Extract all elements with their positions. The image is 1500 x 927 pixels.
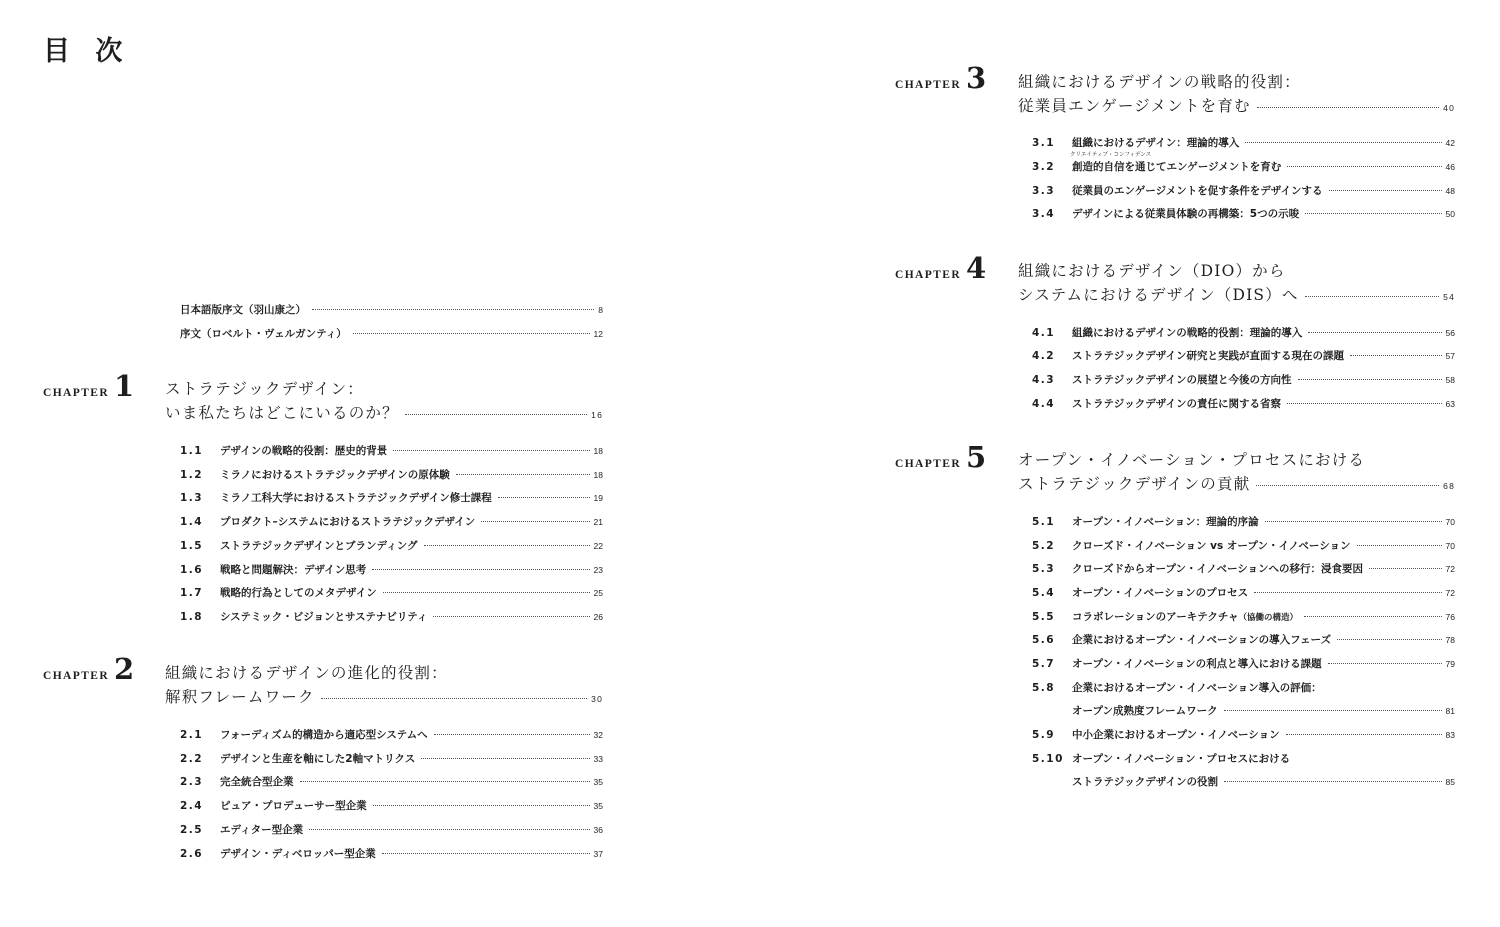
section-number: 1.5	[180, 540, 204, 552]
section-number: 1.2	[180, 469, 204, 481]
leader-dots	[1256, 485, 1439, 486]
section-title: 戦略と問題解決：デザイン思考	[220, 564, 367, 576]
chapter-title-text: オープン・イノベーション・プロセスにおける	[1018, 451, 1366, 469]
chapter-word: CHAPTER	[895, 269, 962, 281]
chapter-word: CHAPTER	[895, 79, 962, 91]
page-number: 81	[1445, 706, 1455, 716]
section-number: 5.7	[1032, 658, 1056, 670]
section-number: 1.3	[180, 492, 204, 504]
section-title: 企業におけるオープン・イノベーション導入の評価：	[1072, 682, 1322, 694]
page-number: 56	[1445, 328, 1455, 338]
section-entry[interactable]	[180, 514, 603, 530]
section-number: 1.6	[180, 564, 204, 576]
chapter-number: 2	[114, 652, 135, 686]
section-number: 5.2	[1032, 540, 1056, 552]
section-title: オープン・イノベーション・プロセスにおける	[1072, 753, 1291, 765]
section-number: 3.4	[1032, 208, 1056, 220]
section-entry[interactable]	[1032, 561, 1455, 577]
page-number: 46	[1445, 162, 1455, 172]
section-entry[interactable]	[1032, 751, 1455, 767]
section-entry[interactable]	[180, 822, 603, 838]
section-number: 2.6	[180, 848, 204, 860]
section-entry[interactable]	[1032, 159, 1455, 175]
section-number: 2.3	[180, 776, 204, 788]
chapter-title-text: いま私たちはどこにいるのか？	[165, 404, 399, 422]
section-subtitle: （協働の構造）	[1238, 613, 1299, 623]
section-entry[interactable]	[180, 727, 603, 743]
chapter-title-text: ストラテジックデザインの貢献	[1018, 475, 1251, 493]
section-entry[interactable]	[1032, 585, 1455, 601]
chapter-label	[43, 652, 135, 686]
section-number: 1.4	[180, 516, 204, 528]
section-title: ストラテジックデザイン研究と実践が直面する現在の課題	[1072, 350, 1345, 362]
section-title: 組織におけるデザイン：理論的導入	[1072, 137, 1240, 149]
chapter-number: 5	[966, 440, 987, 474]
section-title: 従業員のエンゲージメントを促す条件をデザインする	[1072, 185, 1323, 197]
leader-dots	[1357, 545, 1442, 546]
section-entry[interactable]	[1032, 656, 1455, 672]
section-number: 2.4	[180, 800, 204, 812]
leader-dots	[1305, 213, 1441, 214]
leader-dots	[372, 569, 589, 570]
section-number: 2.5	[180, 824, 204, 836]
section-title: ストラテジックデザインの展望と今後の方向性	[1072, 374, 1292, 386]
section-title: エディター型企業	[220, 824, 304, 836]
section-number: 5.10	[1032, 753, 1064, 765]
page-number: 42	[1445, 138, 1455, 148]
section-number: 5.5	[1032, 611, 1056, 623]
section-number: 5.4	[1032, 587, 1056, 599]
page-number: 21	[593, 517, 603, 527]
page-number: 30	[591, 694, 603, 704]
section-entry[interactable]	[180, 538, 603, 554]
chapter-title-text: 組織におけるデザインの戦略的役割：	[1018, 73, 1301, 91]
section-entry[interactable]	[1032, 183, 1455, 199]
chapter-number: 3	[966, 61, 987, 95]
chapter-title-line[interactable]	[165, 406, 603, 422]
section-entry[interactable]	[1032, 348, 1455, 364]
section-title: 中小企業におけるオープン・イノベーション	[1072, 729, 1280, 741]
chapter-title-line[interactable]	[1018, 288, 1455, 304]
section-entry[interactable]	[1032, 372, 1455, 388]
chapter-title-line[interactable]	[1018, 75, 1301, 91]
front-matter-entry[interactable]	[180, 302, 603, 317]
section-number: 4.3	[1032, 374, 1056, 386]
section-entry[interactable]	[1032, 396, 1455, 412]
section-title: ストラテジックデザインとブランディング	[220, 540, 418, 552]
leader-dots	[309, 829, 589, 830]
section-title: クローズド・イノベーション vs オープン・イノベーション	[1072, 540, 1351, 552]
entry-title: 序文（ロベルト・ヴェルガンティ）	[180, 328, 347, 340]
section-number: 5.3	[1032, 563, 1056, 575]
page-number: 36	[593, 825, 603, 835]
section-title: ピュア・プロデューサー型企業	[220, 800, 367, 812]
leader-dots	[1254, 592, 1441, 593]
page-number: 35	[593, 777, 603, 787]
page-number: 18	[593, 470, 603, 480]
leader-dots	[1245, 142, 1441, 143]
section-entry[interactable]	[180, 798, 603, 814]
section-number: 1.8	[180, 611, 204, 623]
page-number: 8	[598, 305, 603, 315]
chapter-title-line[interactable]	[1018, 99, 1455, 115]
section-entry[interactable]	[1032, 632, 1455, 648]
leader-dots	[1305, 296, 1440, 297]
section-entry[interactable]	[180, 562, 603, 578]
leader-dots	[421, 758, 589, 759]
section-number: 2.1	[180, 729, 204, 741]
chapter-label	[895, 61, 987, 95]
page-number: 70	[1445, 517, 1455, 527]
page-number: 70	[1445, 541, 1455, 551]
section-entry[interactable]	[180, 846, 603, 862]
section-number: 5.1	[1032, 516, 1056, 528]
page-number: 16	[591, 410, 603, 420]
leader-dots	[1287, 403, 1441, 404]
page-number: 63	[1445, 399, 1455, 409]
section-number: 1.7	[180, 587, 204, 599]
section-entry[interactable]	[180, 774, 603, 790]
leader-dots	[1298, 379, 1442, 380]
page-number: 40	[1443, 103, 1455, 113]
section-entry[interactable]	[1032, 206, 1455, 222]
section-title: オープン・イノベーションのプロセス	[1072, 587, 1249, 599]
leader-dots	[1329, 190, 1442, 191]
chapter-title-line[interactable]	[165, 382, 364, 398]
section-entry[interactable]	[180, 443, 603, 459]
section-number: 3.3	[1032, 185, 1056, 197]
page-number: 35	[593, 801, 603, 811]
page-number: 72	[1445, 564, 1455, 574]
page-number: 50	[1445, 209, 1455, 219]
chapter-label	[895, 440, 987, 474]
section-entry[interactable]	[1032, 727, 1455, 743]
leader-dots	[1337, 639, 1441, 640]
leader-dots	[405, 414, 587, 415]
section-title: ストラテジックデザインの責任に関する省察	[1072, 398, 1282, 410]
chapter-title-text: 組織におけるデザイン（DIO）から	[1018, 262, 1286, 280]
page-number: 57	[1445, 351, 1455, 361]
page-number: 26	[593, 612, 603, 622]
leader-dots	[434, 734, 590, 735]
page-title: 目 次	[43, 36, 131, 67]
section-entry[interactable]	[180, 490, 603, 506]
page-number: 25	[593, 588, 603, 598]
chapter-title-line[interactable]	[1018, 264, 1286, 280]
section-title: デザインの戦略的役割：歴史的背景	[220, 445, 388, 457]
chapter-label	[43, 369, 135, 403]
leader-dots	[1257, 107, 1439, 108]
chapter-title-line[interactable]	[1018, 453, 1365, 469]
page-number: 18	[593, 446, 603, 456]
leader-dots	[1328, 663, 1442, 664]
section-number: 2.2	[180, 753, 204, 765]
page-number: 85	[1445, 777, 1455, 787]
section-entry[interactable]	[1032, 135, 1455, 151]
leader-dots	[382, 853, 590, 854]
section-title: デザインによる従業員体験の再構築：5つの示唆	[1072, 208, 1300, 220]
section-title: オープン・イノベーション：理論的序論	[1072, 516, 1259, 528]
page-number: 37	[593, 849, 603, 859]
page-number: 68	[1443, 481, 1455, 491]
chapter-number: 4	[966, 251, 987, 285]
ruby-annotation: クリエイティブ・コンフィデンス	[1070, 152, 1152, 158]
page-number: 78	[1445, 635, 1455, 645]
leader-dots	[321, 698, 587, 699]
page-number: 19	[593, 493, 603, 503]
page-number: 83	[1445, 730, 1455, 740]
leader-dots	[373, 805, 590, 806]
leader-dots	[393, 450, 589, 451]
section-entry-continued[interactable]	[1072, 774, 1455, 790]
chapter-number: 1	[114, 369, 135, 403]
chapter-title-line[interactable]	[165, 666, 448, 682]
section-title: 組織におけるデザインの戦略的役割：理論的導入	[1072, 327, 1303, 339]
section-number: 3.1	[1032, 137, 1056, 149]
leader-dots	[433, 616, 589, 617]
section-number: 4.4	[1032, 398, 1056, 410]
chapter-title-line[interactable]	[165, 690, 603, 706]
leader-dots	[1224, 710, 1442, 711]
section-title: コラボレーションのアーキテクチャ	[1072, 611, 1239, 623]
section-title: クローズドからオープン・イノベーションへの移行：浸食要因	[1072, 563, 1364, 575]
page-number: 76	[1445, 612, 1455, 622]
chapter-title-text: 解釈フレームワーク	[165, 688, 315, 706]
leader-dots	[300, 781, 590, 782]
chapter-title-text: システムにおけるデザイン（DIS）へ	[1018, 286, 1299, 304]
leader-dots	[1265, 521, 1442, 522]
leader-dots	[498, 497, 590, 498]
section-number: 4.2	[1032, 350, 1056, 362]
section-entry[interactable]	[180, 751, 603, 767]
leader-dots	[1350, 355, 1441, 356]
section-entry[interactable]	[1032, 514, 1455, 530]
section-title: ストラテジックデザインの役割	[1072, 776, 1219, 788]
section-number: 4.1	[1032, 327, 1056, 339]
chapter-title-text: 従業員エンゲージメントを育む	[1018, 97, 1251, 115]
section-number: 5.8	[1032, 682, 1056, 694]
leader-dots	[456, 474, 590, 475]
page-number: 79	[1445, 659, 1455, 669]
leader-dots	[383, 592, 590, 593]
section-title: 戦略的行為としてのメタデザイン	[220, 587, 377, 599]
page-number: 33	[593, 754, 603, 764]
section-title: オープン・イノベーションの利点と導入における課題	[1072, 658, 1322, 670]
front-matter-entry[interactable]	[180, 326, 603, 341]
leader-dots	[312, 309, 594, 310]
chapter-word: CHAPTER	[43, 670, 110, 682]
page-number: 72	[1445, 588, 1455, 598]
section-title: プロダクト–システムにおけるストラテジックデザイン	[220, 516, 476, 528]
section-title: 企業におけるオープン・イノベーションの導入フェーズ	[1072, 634, 1332, 646]
chapter-label	[895, 251, 987, 285]
section-title: ミラノ工科大学におけるストラテジックデザイン修士課程	[220, 492, 492, 504]
section-number: 1.1	[180, 445, 204, 457]
section-title: デザイン・ディベロッパー型企業	[220, 848, 376, 860]
section-entry-continued[interactable]	[1072, 703, 1455, 719]
section-title: 完全統合型企業	[220, 776, 294, 788]
leader-dots	[1304, 616, 1441, 617]
chapter-title-text: 組織におけるデザインの進化的役割：	[165, 664, 448, 682]
section-title: フォーディズム的構造から適応型システムへ	[220, 729, 428, 741]
section-title: オープン成熟度フレームワーク	[1072, 705, 1218, 717]
section-number: 5.9	[1032, 729, 1056, 741]
section-title: システミック・ビジョンとサステナビリティ	[220, 611, 428, 623]
section-entry[interactable]	[180, 585, 603, 601]
chapter-word: CHAPTER	[895, 458, 962, 470]
leader-dots	[1286, 734, 1442, 735]
leader-dots	[353, 333, 590, 334]
section-entry[interactable]	[1032, 325, 1455, 341]
section-entry[interactable]	[1032, 680, 1455, 696]
leader-dots	[1224, 781, 1441, 782]
section-title: 創造的自信を通じてエンゲージメントを育む	[1072, 161, 1282, 173]
page-number: 32	[593, 730, 603, 740]
section-title: デザインと生産を軸にした2軸マトリクス	[220, 753, 416, 765]
page-number: 22	[593, 541, 603, 551]
chapter-title-line[interactable]	[1018, 477, 1455, 493]
leader-dots	[1308, 332, 1441, 333]
section-number: 5.6	[1032, 634, 1056, 646]
page-number: 23	[593, 565, 603, 575]
entry-title: 日本語版序文（羽山康之）	[180, 304, 306, 316]
section-title: ミラノにおけるストラテジックデザインの原体験	[220, 469, 450, 481]
page-number: 58	[1445, 375, 1455, 385]
section-entry[interactable]	[1032, 538, 1455, 554]
leader-dots	[481, 521, 589, 522]
page-number: 48	[1445, 186, 1455, 196]
section-entry[interactable]	[1032, 609, 1455, 625]
leader-dots	[424, 545, 590, 546]
chapter-title-text: ストラテジックデザイン：	[165, 380, 365, 398]
section-number: 3.2	[1032, 161, 1056, 173]
page-number: 12	[593, 329, 603, 339]
leader-dots	[1287, 166, 1441, 167]
section-entry[interactable]	[180, 467, 603, 483]
page-number: 54	[1443, 292, 1455, 302]
chapter-word: CHAPTER	[43, 387, 110, 399]
section-entry[interactable]	[180, 609, 603, 625]
leader-dots	[1369, 568, 1441, 569]
